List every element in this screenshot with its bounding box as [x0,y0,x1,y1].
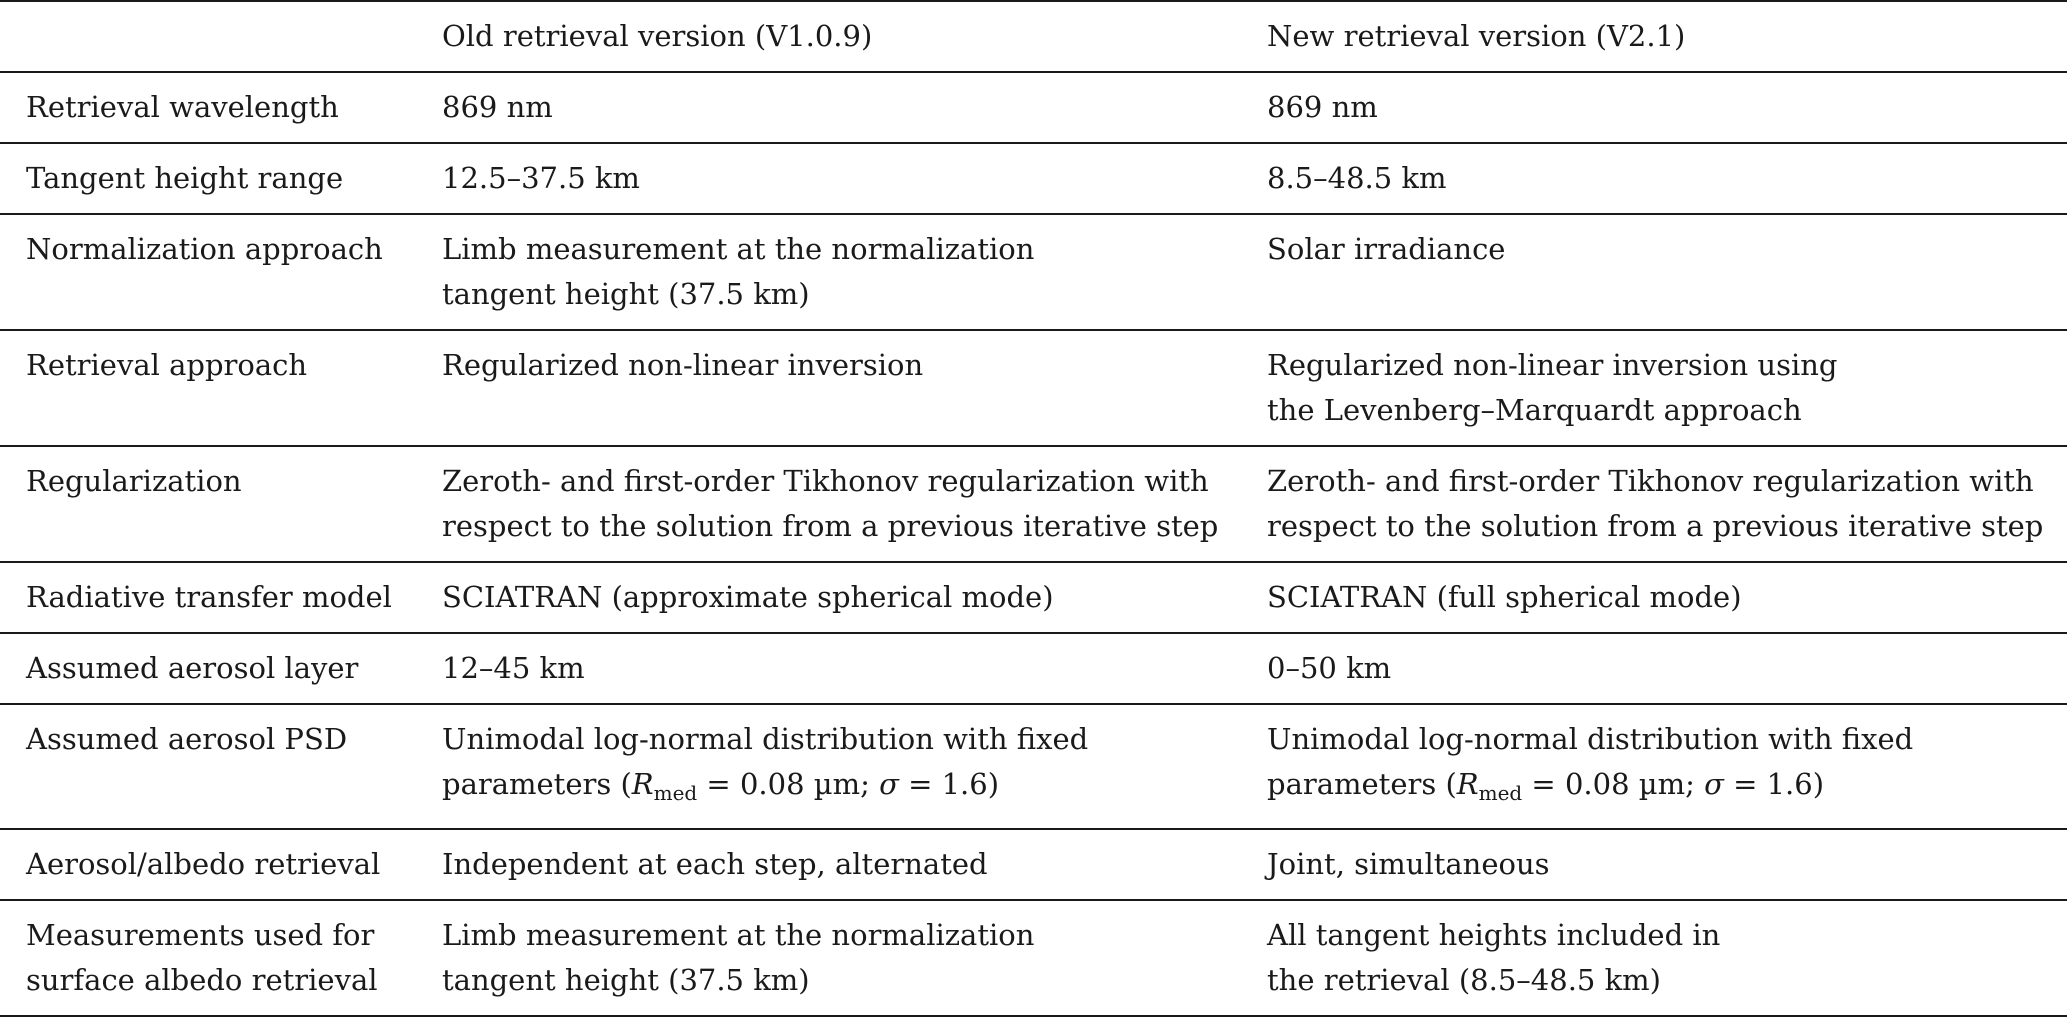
psd-radius-symbol: R [1456,767,1479,801]
psd-prefix: parameters ( [1267,767,1457,801]
new-value [1241,446,2067,562]
psd-radius-subscript: med [653,781,698,805]
row-label-text: Retrieval approach [26,348,308,382]
new-value [1241,72,2067,143]
table-row [0,72,2067,143]
row-label-text: Assumed aerosol layer [26,651,359,685]
old-value [416,214,1241,330]
row-label [0,633,416,704]
table-row [0,143,2067,214]
psd-radius-value: = 0.08 µm; [697,767,880,801]
table-row [0,446,2067,562]
new-value-text: Unimodal log-normal distribution with fixed [1267,722,1914,756]
new-value-text: Zeroth- and first-order Tikhonov regularization with [1267,464,2034,498]
row-label [0,214,416,330]
old-value-text: Zeroth- and first-order Tikhonov regularization with [442,464,1209,498]
new-value-text: 0–50 km [1267,651,1392,685]
old-value [416,72,1241,143]
new-value [1241,633,2067,704]
new-value-text: Regularized non-linear inversion using [1267,348,1838,382]
new-value [1241,143,2067,214]
old-value-text: SCIATRAN (approximate spherical mode) [442,580,1054,614]
old-value-text: tangent height (37.5 km) [442,963,810,997]
old-value-text: Unimodal log-normal distribution with fixed [442,722,1089,756]
header-new-version: New retrieval version (V2.1) [1267,19,1686,53]
new-value [1241,704,2067,829]
row-label-text: Normalization approach [26,232,383,266]
new-value [1241,562,2067,633]
row-label-text: surface albedo retrieval [26,963,378,997]
old-value-text: Limb measurement at the normalization [442,918,1035,952]
old-value [416,446,1241,562]
new-value [1241,900,2067,1016]
old-value [416,704,1241,829]
row-label-text: Aerosol/albedo retrieval [26,847,381,881]
new-value-text: All tangent heights included in [1267,918,1721,952]
old-value [416,900,1241,1016]
table-row [0,704,2067,829]
header-old-version: Old retrieval version (V1.0.9) [442,19,873,53]
old-value-text: tangent height (37.5 km) [442,277,810,311]
psd-radius-symbol: R [631,767,654,801]
table-row [0,829,2067,900]
row-label-text: Measurements used for [26,918,375,952]
old-value [416,562,1241,633]
old-value-text: Regularized non-linear inversion [442,348,924,382]
row-label-text: Radiative transfer model [26,580,392,614]
table-row [0,330,2067,446]
psd-prefix: parameters ( [442,767,632,801]
table-row [0,900,2067,1016]
new-value-text: Solar irradiance [1267,232,1506,266]
old-value-text: respect to the solution from a previous iterative step [442,509,1219,543]
row-label [0,900,416,1016]
new-value-text: SCIATRAN (full spherical mode) [1267,580,1742,614]
row-label [0,446,416,562]
psd-radius-value: = 0.08 µm; [1522,767,1705,801]
psd-radius-subscript: med [1478,781,1523,805]
row-label-text: Assumed aerosol PSD [26,722,348,756]
old-value [416,330,1241,446]
row-label [0,562,416,633]
row-label-text: Regularization [26,464,242,498]
header-blank-cell [0,1,416,72]
psd-sigma-value: = 1.6) [1723,767,1825,801]
old-psd-parameters [442,762,1241,816]
row-label [0,704,416,829]
row-label [0,330,416,446]
new-value [1241,829,2067,900]
psd-sigma-symbol: σ [1704,767,1724,801]
new-value-text: the Levenberg–Marquardt approach [1267,393,1802,427]
new-value-text: Joint, simultaneous [1267,847,1550,881]
old-value [416,143,1241,214]
new-value-text: 869 nm [1267,90,1378,124]
old-value [416,633,1241,704]
row-label [0,829,416,900]
new-value-text: respect to the solution from a previous iterative step [1267,509,2044,543]
psd-sigma-symbol: σ [879,767,899,801]
table-row [0,214,2067,330]
new-value [1241,214,2067,330]
old-value-text: Limb measurement at the normalization [442,232,1035,266]
table-row [0,562,2067,633]
old-value-text: Independent at each step, alternated [442,847,988,881]
table-row [0,633,2067,704]
table-header-row [0,1,2067,72]
row-label [0,143,416,214]
new-value [1241,330,2067,446]
row-label-text: Tangent height range [26,161,344,195]
new-value-text: the retrieval (8.5–48.5 km) [1267,963,1661,997]
new-value-text: 8.5–48.5 km [1267,161,1447,195]
row-label [0,72,416,143]
old-value [416,829,1241,900]
old-value-text: 12.5–37.5 km [442,161,640,195]
new-psd-parameters [1267,762,2067,816]
psd-sigma-value: = 1.6) [898,767,1000,801]
old-value-text: 12–45 km [442,651,585,685]
old-value-text: 869 nm [442,90,553,124]
row-label-text: Retrieval wavelength [26,90,339,124]
